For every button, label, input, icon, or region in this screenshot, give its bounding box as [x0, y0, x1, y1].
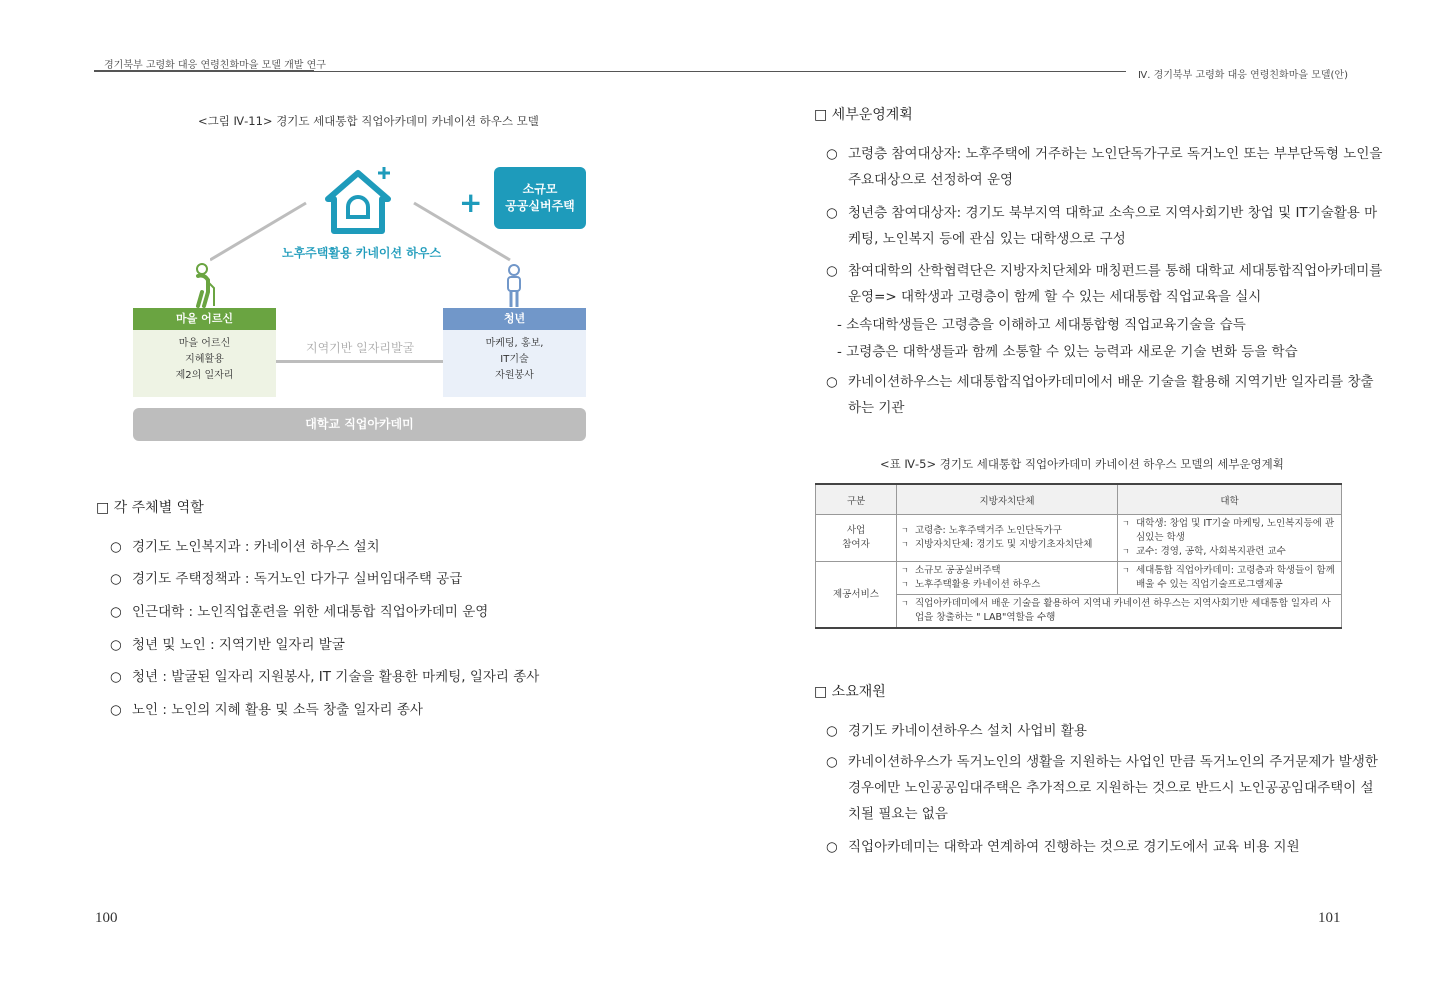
small-public-silver-housing: [494, 167, 586, 229]
small-house-line2: 공공실버주택: [505, 199, 575, 213]
list-item: ○ 청년 및 노인 : 지역기반 일자리 발굴: [110, 637, 345, 653]
small-house-line1: 소규모: [522, 182, 558, 196]
plus-icon: +: [459, 186, 483, 219]
university-academy-bar: 대학교 직업아카데미: [133, 408, 586, 441]
header-rule-left: [94, 70, 314, 72]
list-item-cont: 운영=> 대학생과 고령층이 함께 할 수 있는 세대통합 직업교육을 실시: [848, 289, 1262, 305]
figure-caption: <그림 Ⅳ-11> 경기도 세대통합 직업아카데미 카네이션 하우스 모델: [198, 114, 539, 128]
page-number-right: 101: [1318, 910, 1341, 926]
youth-header: 청년: [443, 308, 586, 330]
running-header-right: Ⅳ. 경기북부 고령화 대응 연령친화마을 모델(안): [1138, 70, 1348, 81]
table-header-cell: 대학: [1118, 484, 1342, 515]
table-cell: ㄱ 대학생: 창업 및 IT기술 마케팅, 노인복지등에 관심있는 학생 ㄱ 교수: 경영, 공학, 사회복지관련 교수: [1118, 515, 1342, 562]
list-item: ○ 고령층 참여대상자: 노후주택에 거주하는 노인단독가구로 독거노인 또는 부부단독형 노인을: [826, 146, 1383, 162]
list-item-cont: 경우에만 노인공공임대주택은 추가적으로 지원하는 것으로 반드시 노인공공임대주택이 설: [848, 780, 1374, 796]
operations-table: [815, 483, 1342, 629]
table-cell-merged: ㄱ 직업아카데미에서 배운 기술을 활용하여 지역내 카네이션 하우스는 지역사회기반 세대통합 일자리 사업을 창출하는 " LAB"역할을 수행: [897, 595, 1342, 629]
youth-box: [443, 330, 586, 397]
list-item: ○ 직업아카데미는 대학과 연계하여 진행하는 것으로 경기도에서 교육 비용 지원: [826, 839, 1300, 855]
list-item-cont: 치될 필요는 없음: [848, 806, 948, 822]
table-header-cell: 구분: [816, 484, 897, 515]
sub-item: - 고령층은 대학생들과 함께 소통할 수 있는 능력과 새로운 기술 변화 등을 학습: [837, 344, 1298, 360]
middle-connector: [276, 360, 443, 363]
elder-person-icon: [190, 262, 220, 308]
table-header-row: [816, 484, 1342, 515]
section-title-roles: □ 각 주체별 역할: [96, 500, 204, 516]
list-item-cont: 주요대상으로 선정하여 운영: [848, 172, 1014, 188]
local-job-discovery-label: 지역기반 일자리발굴: [306, 341, 415, 355]
list-item: ○ 경기도 주택정책과 : 독거노인 다가구 실버임대주택 공급: [110, 571, 463, 587]
village-elders-header: 마을 어르신: [133, 308, 276, 330]
list-item-cont: 하는 기관: [848, 400, 905, 416]
youth-line: 자원봉사: [495, 370, 534, 381]
table-header-cell: 지방자치단체: [897, 484, 1118, 515]
sub-item: - 소속대학생들은 고령층을 이해하고 세대통합형 직업교육기술을 습득: [837, 317, 1246, 333]
table-caption: <표 Ⅳ-5> 경기도 세대통합 직업아카데미 카네이션 하우스 모델의 세부운영계획: [880, 457, 1284, 471]
village-line: 지혜활용: [185, 354, 224, 365]
table-row-label: 사업 참여자: [816, 515, 897, 562]
table-row: [816, 515, 1342, 562]
table-row: [816, 562, 1342, 595]
youth-line: 마케팅, 홍보,: [485, 338, 544, 349]
village-line: 마을 어르신: [178, 338, 231, 349]
list-item: ○ 청년 : 발굴된 일자리 지원봉사, IT 기술을 활용한 마케팅, 일자리 종사: [110, 669, 540, 685]
village-elders-box: [133, 330, 276, 397]
list-item: ○ 노인 : 노인의 지혜 활용 및 소득 창출 일자리 종사: [110, 702, 423, 718]
list-item: ○ 카네이션하우스가 독거노인의 생활을 지원하는 사업인 만큼 독거노인의 주거문제가 발생한: [826, 754, 1378, 770]
section-title-detail-plan: □ 세부운영계획: [814, 107, 913, 123]
list-item: ○ 청년층 참여대상자: 경기도 북부지역 대학교 소속으로 지역사회기반 창업 및 IT기술활용 마: [826, 205, 1378, 221]
youth-line: IT기술: [500, 354, 529, 365]
list-item: ○ 참여대학의 산학협력단은 지방자치단체와 매칭펀드를 통해 대학교 세대통합직업아카데미를: [826, 263, 1383, 279]
list-item-cont: 케팅, 노인복지 등에 관심 있는 대학생으로 구성: [848, 231, 1126, 247]
table-cell: ㄱ 소규모 공공실버주택 ㄱ 노후주택활용 카네이션 하우스: [897, 562, 1118, 595]
table-row-label: 제공서비스: [816, 562, 897, 629]
diagram-center-title: 노후주택활용 카네이션 하우스: [282, 246, 442, 260]
table-cell: ㄱ 세대통합 직업아카데미: 고령층과 학생들이 함께 배울 수 있는 직업기술프로그램제공: [1118, 562, 1342, 595]
section-title-funding: □ 소요재원: [814, 684, 886, 700]
table-cell: ㄱ 고령층: 노후주택거주 노인단독가구 ㄱ 지방자치단체: 경기도 및 지방기초자치단체: [897, 515, 1118, 562]
list-item: ○ 카네이션하우스는 세대통합직업아카데미에서 배운 기술을 활용해 지역기반 일자리를 창출: [826, 374, 1374, 390]
list-item: ○ 경기도 노인복지과 : 카네이션 하우스 설치: [110, 539, 380, 555]
list-item: ○ 인근대학 : 노인직업훈련을 위한 세대통합 직업아카데미 운영: [110, 604, 489, 620]
list-item: ○ 경기도 카네이션하우스 설치 사업비 활용: [826, 723, 1087, 739]
village-line: 제2의 일자리: [175, 370, 234, 381]
youth-person-icon: [503, 264, 525, 308]
header-rule-right: [314, 71, 1126, 72]
page-number-left: 100: [95, 910, 118, 926]
house-icon: [322, 165, 394, 235]
running-header-left: 경기북부 고령화 대응 연령친화마을 모델 개발 연구: [104, 60, 326, 71]
